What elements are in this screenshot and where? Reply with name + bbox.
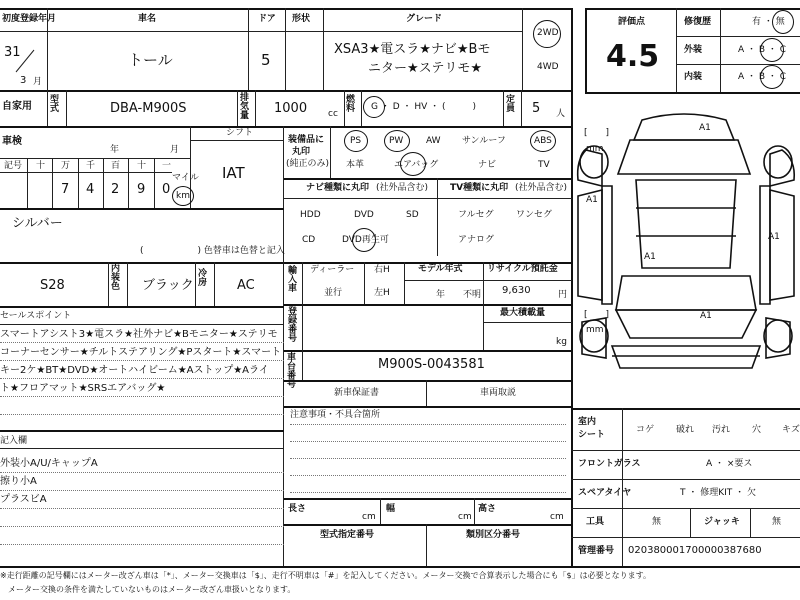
type-designation-label: 型式指定番号 (320, 530, 375, 540)
reg-date-label: 初度登録年月 (2, 14, 57, 24)
new-car-warranty: 新車保証書 (334, 388, 380, 398)
diagram-bracket-1: [ ] (584, 128, 610, 138)
exterior-label: 外装 (684, 45, 703, 55)
odo-unit-5: 一 (162, 161, 172, 171)
management-no-label: 管理番号 (578, 546, 615, 556)
grade-line-2: ニター★ステリモ★ (368, 61, 483, 76)
record-line-3: プラスビA (0, 494, 47, 505)
odo-unit-1: 万 (61, 161, 71, 171)
class-number-label: 類別区分番号 (466, 530, 521, 540)
owner-manual: 車両取説 (480, 388, 517, 398)
car-diagram (572, 100, 800, 400)
odo-kigou-label: 記号 (4, 161, 23, 171)
seat-scratch: キズ (782, 425, 800, 435)
record-line-2: 擦り小A (0, 476, 37, 487)
fuel-options: G ・ D ・ HV ・ ( ) (371, 102, 477, 112)
tv-sub: (社外品含む) (515, 183, 568, 193)
chassis-value: M900S-0043581 (378, 357, 485, 372)
record-line-1: 外装小A/U/キャップA (0, 458, 98, 469)
equip-airbag: エアバッグ (394, 160, 439, 170)
grade-line-1: XSA3★電スラ★ナビ★Bモ (334, 42, 491, 57)
navi-dvd: DVD (354, 210, 374, 220)
capacity-label: 定員 (506, 95, 516, 114)
capacity-unit: 人 (556, 109, 566, 119)
import-dealer: ディーラー (310, 265, 355, 275)
car-name-label: 車名 (138, 14, 157, 24)
spare-tire-options: T ・ 修理KIT ・ 欠 (680, 488, 756, 498)
dent-a1-left: A1 (586, 195, 598, 205)
dent-a1-roof: A1 (699, 123, 711, 133)
mile-label: マイル (172, 173, 199, 183)
equip-navi: ナビ (478, 160, 497, 170)
odo-unit-4: 十 (137, 161, 147, 171)
tools-label: 工具 (586, 517, 605, 527)
equip-aw: AW (426, 136, 441, 146)
equip-label-2: 丸印 (292, 147, 311, 157)
height-unit: cm (550, 512, 564, 522)
shape-label: 形状 (292, 14, 311, 24)
length-label: 長さ (288, 504, 307, 514)
interior-label: 内装 (684, 72, 703, 82)
dent-a1-right: A1 (768, 232, 780, 242)
navi-dvd-play: DVD再生可 (342, 235, 389, 245)
score-label: 評価点 (618, 17, 646, 27)
odo-digit-1: 7 (61, 182, 70, 197)
seat-stain: 汚れ (712, 425, 731, 435)
equip-pw: PW (389, 136, 404, 146)
interior-color-label: 内装色 (111, 264, 121, 292)
2wd-label: 2WD (537, 28, 559, 38)
import-right-h: 右H (374, 265, 390, 275)
cc-unit: cc (328, 109, 338, 119)
width-unit: cm (458, 512, 472, 522)
model-value: DBA-M900S (110, 101, 187, 116)
import-label: 輸入車 (288, 266, 298, 294)
odo-digit-3: 2 (111, 182, 120, 197)
score-value: 4.5 (606, 39, 660, 74)
equip-label-1: 装備品に (288, 135, 325, 145)
diagram-bracket-2: [ ] (584, 310, 610, 320)
reg-month: 3 (20, 75, 27, 86)
footer-note-1: ※走行距離の記号欄にはメーター改ざん車は「*」、メーター交換車は「$」、走行不明車は「#」を記入してください。メーター交換で合算表示した場合にも「$」は必要となります。 (0, 571, 651, 580)
equip-ps: PS (350, 136, 362, 146)
import-left-h: 左H (374, 288, 390, 298)
equip-sunroof: サンルーフ (462, 136, 506, 146)
dent-a1-front: A1 (700, 311, 712, 321)
equip-label-3: (純正のみ) (286, 159, 330, 169)
reg-no-label: 登録番号 (288, 307, 298, 344)
color-code: S28 (40, 278, 65, 293)
diagram-mm-1: mm (586, 144, 604, 154)
shaken-year-unit: 年 (110, 145, 120, 155)
interior-seat-label-1: 室内 (578, 417, 597, 427)
jack-value: 無 (772, 517, 782, 527)
km-label: km (176, 191, 190, 201)
model-year-label: モデル年式 (418, 264, 463, 274)
tv-analog: アナログ (458, 235, 495, 245)
model-label: 型式 (50, 95, 60, 114)
tools-value: 無 (652, 517, 662, 527)
shift-value: IAT (222, 164, 245, 182)
navi-title: ナビ種類に丸印 (306, 183, 370, 193)
equip-tv: TV (538, 160, 550, 170)
displacement-label: 排気量 (240, 93, 250, 121)
odo-digit-2: 4 (86, 182, 95, 197)
navi-cd: CD (302, 235, 316, 245)
exterior-options: A ・ B ・ C (738, 45, 787, 55)
width-label: 幅 (386, 504, 396, 514)
recycle-value: 9,630 (502, 285, 531, 296)
tv-title: TV種類に丸印 (450, 183, 509, 193)
use-type: 自家用 (2, 101, 32, 112)
seat-burn: コゲ (636, 425, 655, 435)
interior-color-value: ブラック (142, 278, 194, 293)
car-name-value: トール (128, 51, 173, 69)
odo-unit-0: 十 (36, 161, 46, 171)
reg-year: 31 (4, 45, 21, 60)
shaken-month-unit: 月 (170, 145, 180, 155)
odo-digit-5: 0 (162, 182, 171, 197)
jack-label: ジャッキ (704, 517, 740, 527)
sales-line-4: ト★フロアマット★SRSエアバッグ★ (0, 383, 166, 394)
record-label: 記入欄 (0, 436, 28, 446)
import-parallel: 並行 (324, 288, 343, 298)
notes-label: 注意事項・不具合箇所 (290, 410, 381, 420)
ac-value: AC (237, 278, 255, 293)
door-value: 5 (261, 51, 271, 69)
repair-history-options: 有 ・ 無 (752, 17, 785, 27)
management-no-value: 020380001700000387680 (628, 545, 762, 556)
sales-label: セールスポイント (0, 311, 72, 321)
windshield-options: A ・ ×要ス (706, 459, 753, 469)
equip-abs: ABS (534, 136, 552, 146)
fuel-label: 燃料 (346, 95, 356, 114)
reg-month-unit: 月 (33, 77, 43, 87)
shaken-label: 車検 (2, 136, 22, 147)
sales-line-1: スマートアシスト3★電スラ★社外ナビ★Bモニター★ステリモ (0, 329, 278, 340)
odo-unit-2: 千 (86, 161, 96, 171)
repair-history-label: 修復歴 (684, 17, 712, 27)
color-value: シルバー (12, 216, 63, 231)
chassis-label: 車台番号 (287, 353, 297, 390)
odo-unit-3: 百 (111, 161, 121, 171)
capacity-value: 5 (532, 101, 541, 116)
dent-a1-door: A1 (644, 252, 656, 262)
shift-label: シフト (226, 128, 254, 138)
reg-slash (12, 46, 42, 76)
diagram-mm-2: mm (586, 325, 604, 335)
footer-note-2: メーター交換の条件を満たしていないものはメーター改ざん車扱いとなります。 (0, 585, 296, 594)
seat-hole: 穴 (752, 425, 762, 435)
model-year-value: 年 不明 (436, 290, 482, 300)
tv-fullseg: フルセグ (458, 210, 494, 220)
color-note: ( ) 色替車は色替と記入 (140, 246, 285, 256)
recycle-label: リサイクル預託金 (487, 264, 558, 274)
door-label: ドア (258, 14, 276, 24)
navi-hdd: HDD (300, 210, 321, 220)
4wd-label: 4WD (537, 62, 559, 72)
ac-label: 冷房 (198, 269, 208, 288)
spare-tire-label: スペアタイヤ (578, 488, 632, 498)
sales-line-3: キー2ケ★BT★DVD★オートハイビーム★Aストップ★Aライ (0, 365, 269, 376)
seat-tear: 破れ (676, 425, 695, 435)
length-unit: cm (362, 512, 376, 522)
tv-oneseg: ワンセグ (516, 210, 553, 220)
windshield-label: フロントガラス (578, 459, 641, 469)
height-label: 高さ (478, 504, 497, 514)
displacement-value: 1000 (274, 101, 308, 116)
kg-unit: kg (556, 337, 567, 347)
navi-sd: SD (406, 210, 419, 220)
odo-digit-4: 9 (137, 182, 146, 197)
recycle-unit: 円 (558, 290, 568, 300)
max-load-label: 最大積載量 (500, 308, 546, 318)
grade-label: グレード (406, 14, 443, 24)
sales-line-2: コーナーセンサー★チルトステアリング★Pスタート★スマート (0, 347, 282, 358)
interior-options: A ・ B ・ C (738, 72, 787, 82)
navi-sub: (社外品含む) (376, 183, 429, 193)
interior-seat-label-2: シート (578, 430, 606, 440)
equip-leather: 本革 (346, 160, 365, 170)
